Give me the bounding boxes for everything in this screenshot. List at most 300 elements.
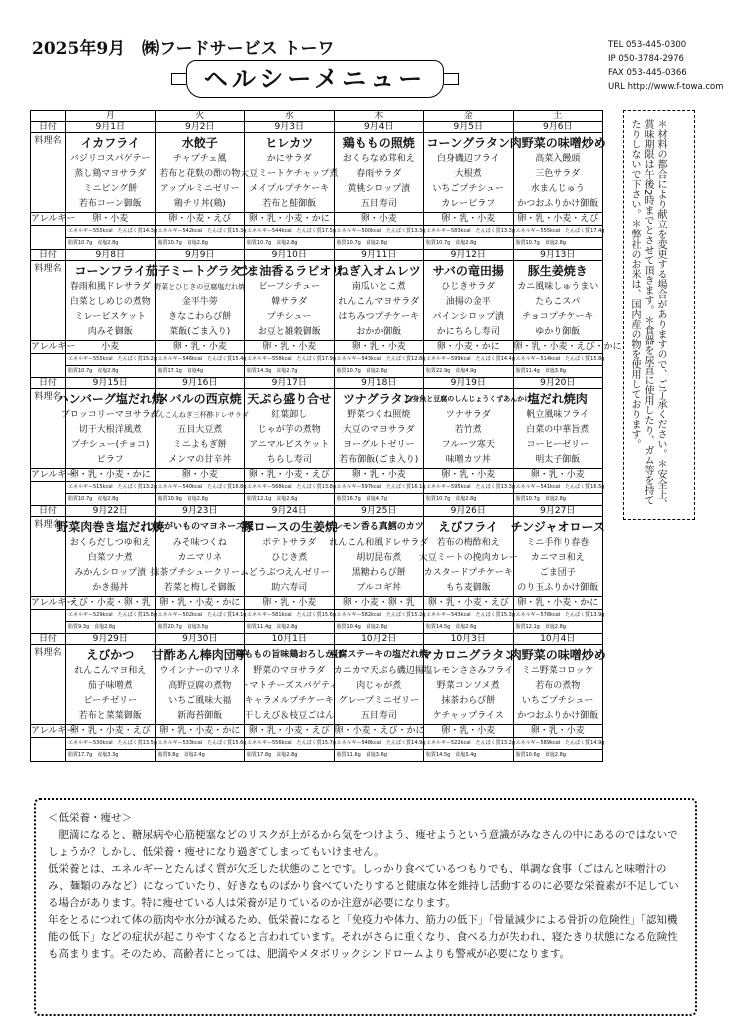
main-dish: 野菜肉巻き塩だれ焼 bbox=[56, 520, 165, 534]
dish-list bbox=[150, 389, 249, 468]
date-cell: 9月2日 bbox=[155, 122, 245, 133]
contact-ip: IP 050-3784-2976 bbox=[608, 54, 684, 64]
side-dish: メンマの甘辛丼 bbox=[168, 455, 232, 465]
side-dish: おくらなめ茸和え bbox=[342, 154, 415, 164]
dish-cell bbox=[510, 517, 605, 597]
row-label: アレルギー bbox=[31, 470, 76, 480]
main-dish: 鶏ももの旨味鶏おろしかけ bbox=[235, 650, 344, 660]
side-dish: 若布の梅酢和え bbox=[436, 538, 500, 548]
energy-cell: エネルギー555kcal たんぱく質14.3g bbox=[66, 226, 156, 238]
row-label-empty bbox=[31, 610, 66, 634]
side-dish: カニ風味しゅうまい bbox=[517, 282, 599, 292]
side-dish: 若布と花麩の酢の物 bbox=[159, 169, 241, 179]
nutrient-cell: 脂質10.7g 食塩2.8g bbox=[424, 238, 514, 250]
side-dish: ミニ野菜コロッケ bbox=[521, 666, 594, 676]
weekday-header: 木 bbox=[334, 111, 424, 122]
side-dish: カニマヨ和え bbox=[530, 553, 585, 563]
dish-list bbox=[145, 261, 254, 340]
header-corner bbox=[31, 111, 66, 122]
side-dish: 肉みそ御飯 bbox=[87, 327, 133, 337]
nutrient-cell: 脂質10.7g 食塩2.8g bbox=[334, 238, 424, 250]
main-dish: 豆腐ステーキの塩だれ焼 bbox=[329, 650, 429, 660]
nutrient-cell: 脂質10.7g 食塩2.8g bbox=[424, 494, 514, 506]
allergy-cell: 卵・小麦・えび bbox=[155, 213, 245, 226]
allergy-cell: 卵・乳・小麦 bbox=[334, 469, 424, 482]
page-title: 2025年9月 ㈱フードサービス トーワ bbox=[32, 39, 335, 59]
dish-list bbox=[235, 261, 344, 340]
dish-cell bbox=[56, 517, 165, 597]
dish-list bbox=[514, 261, 603, 340]
allergy-cell: 卵・小麦・えび・かに bbox=[334, 726, 425, 736]
nutrition-row bbox=[31, 238, 603, 250]
nutrient-cell: 脂質12.1g 食塩2.8g bbox=[513, 622, 603, 634]
side-dish: カニカマ天ぷら磯辺揚 bbox=[333, 666, 424, 676]
date-cell: 9月1日 bbox=[66, 122, 156, 133]
energy-cell: エネルギー543kcal たんぱく質12.8g bbox=[334, 354, 424, 366]
dish-list bbox=[514, 389, 603, 468]
side-dish: 明太子御飯 bbox=[535, 455, 581, 465]
side-dish: のり玉ふりかけ御飯 bbox=[517, 583, 599, 593]
side-dish: カスタードプチケーキ bbox=[423, 568, 513, 578]
side-dish: 若布コーン御飯 bbox=[78, 199, 142, 209]
side-dish: ピーチゼリー bbox=[83, 696, 137, 706]
dish-list bbox=[56, 517, 165, 596]
energy-cell: エネルギー500kcal たんぱく質13.3g bbox=[334, 226, 424, 238]
allergy-cell: 卵・小麦・卵・乳 bbox=[334, 597, 424, 610]
side-dish: プチシュー(チョコ) bbox=[71, 440, 150, 450]
allergy-cell: えび・小麦・卵・乳 bbox=[66, 597, 156, 610]
dish-cell bbox=[155, 133, 245, 213]
row-label: アレルギー bbox=[31, 726, 76, 736]
dish-cell bbox=[513, 261, 603, 341]
side-dish: 塩レモンささみフライ bbox=[423, 666, 514, 676]
allergy-cell: 卵・乳・小麦 bbox=[513, 469, 603, 482]
nutrition-row bbox=[31, 750, 603, 762]
dish-list bbox=[66, 645, 155, 724]
main-dish: 茄子ミートグラタン bbox=[145, 264, 254, 278]
nutrient-cell: 脂質17.1g 食塩4g bbox=[155, 366, 245, 378]
dish-list bbox=[240, 133, 339, 212]
nutrient-cell: 脂質11.6g 食塩3.6g bbox=[334, 750, 424, 762]
date-cell: 9月25日 bbox=[334, 506, 424, 517]
energy-cell: エネルギー529kcal たんぱく質15.8g bbox=[66, 610, 156, 622]
energy-cell: エネルギー548kcal たんぱく質14.9g bbox=[334, 738, 424, 750]
side-dish: れんこんマヨ和え bbox=[74, 666, 147, 676]
dish-cell bbox=[334, 261, 424, 341]
side-dish: 帆立風味フライ bbox=[526, 410, 590, 420]
dish-list bbox=[151, 645, 248, 724]
energy-cell: エネルギー597kcal たんぱく質16.1g bbox=[334, 482, 424, 494]
nutrient-cell: 脂質17.8g 食塩2.8g bbox=[245, 750, 335, 762]
side-dish: 黄桃シロップ漬 bbox=[347, 184, 411, 194]
side-dish: カレーピラフ bbox=[441, 199, 496, 209]
side-dish: バジリコスパゲテー bbox=[69, 154, 151, 164]
contact-fax: FAX 053-445-0366 bbox=[608, 68, 687, 78]
energy-cell: エネルギー515kcal たんぱく質13.2g bbox=[66, 482, 156, 494]
dish-cell bbox=[509, 133, 606, 213]
side-dish: キャラメルプチケーキ bbox=[244, 696, 334, 706]
dish-list bbox=[405, 389, 532, 468]
nutrition-row bbox=[31, 366, 603, 378]
allergy-cell: 卵・乳・小麦 bbox=[245, 597, 335, 610]
side-dish: かつおふりかけ御飯 bbox=[517, 199, 599, 209]
allergy-row bbox=[31, 213, 603, 226]
side-dish: ツナサラダ bbox=[445, 410, 491, 420]
nutrition-row bbox=[31, 354, 603, 366]
row-label: 料理名 bbox=[31, 389, 66, 469]
dish-cell bbox=[145, 261, 254, 341]
side-dish: 白菜としめじの煮物 bbox=[69, 297, 151, 307]
side-dish: 黒糖わらび餅 bbox=[351, 568, 406, 578]
date-cell: 9月19日 bbox=[424, 378, 514, 389]
allergy-cell: 卵・乳・小麦 bbox=[424, 725, 514, 738]
side-dish: みそ味つくね bbox=[172, 538, 227, 548]
nutrient-cell: 脂質10.7g 食塩2.8g bbox=[513, 494, 603, 506]
allergy-cell: 卵・乳・小麦・かに bbox=[66, 469, 156, 482]
side-dish: お豆と雑穀御飯 bbox=[257, 327, 321, 337]
side-dish: 大豆のマヨサラダ bbox=[342, 425, 415, 435]
allergy-row bbox=[31, 597, 603, 610]
main-dish: えびかつ bbox=[86, 648, 135, 662]
date-cell: 9月27日 bbox=[513, 506, 603, 517]
allergy-cell: 小麦 bbox=[66, 341, 156, 354]
side-dish: メイプルプチケーキ bbox=[249, 184, 330, 194]
nutrient-cell: 脂質20.7g 食塩3.5g bbox=[155, 622, 245, 634]
nutrient-cell: 脂質12.1g 食塩2.6g bbox=[245, 494, 335, 506]
nutrient-cell: 脂質10.7g 食塩2.8g bbox=[334, 366, 424, 378]
side-dish: 新海苔御飯 bbox=[177, 711, 223, 721]
nutrition-row bbox=[31, 494, 603, 506]
dish-row bbox=[31, 517, 603, 597]
side-dish: 大豆ミートケチャップ煮 bbox=[240, 169, 339, 179]
nutrient-cell: 脂質10.7g 食塩2.8g bbox=[155, 238, 245, 250]
date-row bbox=[31, 122, 603, 133]
main-dish: コーングラタン bbox=[426, 136, 510, 150]
side-dish: 南瓜いとこ煮 bbox=[351, 282, 406, 292]
side-dish: ミニピング餅 bbox=[83, 184, 138, 194]
date-cell: 9月18日 bbox=[334, 378, 424, 389]
side-dish: 茄子味噌煮 bbox=[87, 681, 133, 691]
nutrient-cell: 脂質10.4g 食塩2.8g bbox=[334, 622, 424, 634]
row-label-empty bbox=[31, 354, 66, 378]
side-dish: ケチャップライス bbox=[432, 711, 504, 721]
dish-list bbox=[335, 261, 424, 340]
nutrition-row bbox=[31, 622, 603, 634]
date-cell: 9月3日 bbox=[245, 122, 335, 133]
side-dish: 五目寿司 bbox=[360, 199, 397, 209]
nutrient-cell: 脂質22.9g 食塩4.9g bbox=[424, 366, 514, 378]
side-dish: 切干大根洋風煮 bbox=[78, 425, 142, 435]
date-cell: 9月6日 bbox=[513, 122, 603, 133]
dish-cell bbox=[151, 645, 248, 725]
main-dish: 天ぷら盛り合せ bbox=[247, 392, 332, 406]
dish-list bbox=[329, 645, 429, 724]
dish-cell bbox=[66, 133, 156, 213]
side-dish: 大豆ミートの挽肉カレー bbox=[418, 553, 518, 563]
main-dish: 塩だれ焼肉 bbox=[527, 392, 588, 406]
date-cell: 10月1日 bbox=[245, 634, 335, 645]
energy-cell: エネルギー582kcal たんぱく質15.2g bbox=[334, 610, 424, 622]
energy-cell: エネルギー522kcal たんぱく質13.2g bbox=[424, 738, 514, 750]
nutrient-cell: 脂質11.4g 食塩3.8g bbox=[513, 366, 603, 378]
main-dish: 鶏ももの照焼 bbox=[342, 136, 415, 150]
essay-title: ＜低栄養・痩せ＞ bbox=[48, 812, 132, 824]
dish-row bbox=[31, 133, 603, 213]
side-dish: 味噌カツ丼 bbox=[445, 455, 491, 465]
side-dish: トマトチーズスパゲティ bbox=[240, 681, 339, 691]
side-dish: ビーフシチュー bbox=[258, 282, 321, 292]
allergy-cell: 卵・乳・小麦・かに bbox=[513, 597, 603, 610]
side-dish: 油揚の金平 bbox=[445, 297, 491, 307]
date-cell: 9月11日 bbox=[334, 250, 424, 261]
menu-banner: ヘルシーメニュー bbox=[186, 60, 444, 98]
energy-cell: エネルギー546kcal たんぱく質15.4g bbox=[155, 354, 245, 366]
energy-cell: エネルギー533kcal たんぱく質15.6g bbox=[155, 738, 245, 750]
main-dish: ハンバーグ塩だれ焼 bbox=[56, 392, 164, 406]
essay-paragraph: 年をとるにつれて体の筋肉や水分が減るため、低栄養になると「免疫力や体力、筋力の低下」「骨量減少による骨折の危険性」「認知機能の低下」などの症状が起こりやすくなると言われています。それがさらに重くなり、食べる力が失われ、寝たきり状態になる危険性も高まります。そのため、高齢者にとっては、肥満やメタボリックシンドロームよりも警戒が必要になります。 bbox=[48, 914, 678, 960]
dish-list bbox=[335, 133, 424, 212]
dish-cell bbox=[424, 261, 514, 341]
energy-cell: エネルギー530kcal たんぱく質13.5g bbox=[66, 738, 156, 750]
date-cell: 9月30日 bbox=[155, 634, 245, 645]
side-dish: アップルミニゼリー bbox=[159, 184, 240, 194]
energy-cell: エネルギー543kcal たんぱく質15.3g bbox=[424, 610, 514, 622]
main-dish: ヒレカツ bbox=[265, 136, 314, 150]
energy-cell: エネルギー541kcal たんぱく質16.5g bbox=[513, 482, 603, 494]
dish-cell bbox=[66, 645, 156, 725]
main-dish: 水餃子 bbox=[181, 136, 218, 150]
side-dish: 助六寿司 bbox=[271, 583, 308, 593]
main-dish: 肉野菜の味噌炒め bbox=[509, 136, 606, 150]
side-dish: 紅葉卸し bbox=[271, 410, 308, 420]
side-dish: 干しえび＆枝豆ごはん bbox=[244, 711, 335, 721]
side-dish: どうぶつえんゼリー bbox=[248, 568, 330, 578]
nutrient-cell: 脂質10.7g 食塩2.8g bbox=[66, 494, 156, 506]
energy-cell: エネルギー583kcal たんぱく質13.3g bbox=[424, 226, 514, 238]
date-cell: 9月17日 bbox=[245, 378, 335, 389]
date-cell: 9月10日 bbox=[245, 250, 335, 261]
row-label: 日付 bbox=[31, 634, 66, 645]
row-label: 料理名 bbox=[31, 517, 66, 597]
energy-cell: エネルギー556kcal たんぱく質15.7g bbox=[245, 738, 335, 750]
side-dish: 若竹煮 bbox=[454, 425, 482, 435]
allergy-row bbox=[31, 725, 603, 738]
weekday-header: 月 bbox=[66, 111, 156, 122]
side-dish: 野菜つくね照焼 bbox=[347, 410, 411, 420]
side-dish: ウインナーのマリネ bbox=[159, 666, 241, 676]
side-dish: 蒸し鶏マヨサラダ bbox=[74, 169, 147, 179]
dish-row bbox=[31, 389, 603, 469]
dish-list bbox=[509, 645, 606, 724]
main-dish: イカフライ bbox=[80, 136, 140, 150]
side-dish: ポテトサラダ bbox=[262, 538, 317, 548]
side-dish: おくらだしつゆ和え bbox=[69, 538, 151, 548]
dish-list bbox=[235, 645, 344, 724]
side-dish: グレープミニゼリー bbox=[338, 696, 420, 706]
weekday-header-row bbox=[31, 111, 603, 122]
dish-cell bbox=[150, 389, 249, 469]
side-dish: 胡切昆布煮 bbox=[356, 553, 402, 563]
row-label: アレルギー bbox=[31, 342, 76, 352]
row-label-empty bbox=[31, 226, 66, 250]
nutrient-cell: 脂質10.7g 食塩2.8g bbox=[66, 366, 156, 378]
energy-cell: エネルギー514kcal たんぱく質15.8g bbox=[513, 354, 603, 366]
side-dish: れんこんマヨサラダ bbox=[338, 297, 420, 307]
nutrient-cell: 脂質10.7g 食塩2.8g bbox=[245, 238, 335, 250]
allergy-cell: 卵・乳・小麦・えび・かに bbox=[513, 342, 622, 352]
row-label: 日付 bbox=[31, 250, 66, 261]
date-cell: 9月12日 bbox=[424, 250, 514, 261]
nutrient-cell: 脂質14.3g 食塩2.7g bbox=[245, 366, 335, 378]
side-dish: ミレービスケット bbox=[74, 312, 147, 322]
date-row bbox=[31, 634, 603, 645]
nutrient-cell: 脂質14.5g 食塩2.6g bbox=[424, 622, 514, 634]
dish-cell bbox=[145, 517, 254, 597]
dish-cell bbox=[405, 389, 532, 469]
date-cell: 9月16日 bbox=[155, 378, 245, 389]
side-dish: 抹茶わらび餅 bbox=[441, 696, 496, 706]
side-dish: アニマルビスケット bbox=[249, 440, 330, 450]
side-dish: 金平牛蒡 bbox=[181, 297, 218, 307]
allergy-cell: 卵・乳・小麦・かに bbox=[155, 597, 245, 610]
dish-list bbox=[420, 645, 517, 724]
energy-cell: エネルギー544kcal たんぱく質17.5g bbox=[245, 226, 335, 238]
side-dish: 抹茶プチシュークリーム bbox=[150, 568, 250, 578]
dish-list bbox=[145, 517, 254, 596]
energy-cell: エネルギー555kcal たんぱく質15.2g bbox=[66, 354, 156, 366]
nutrient-cell: 脂質10.9g 食塩2.8g bbox=[155, 494, 245, 506]
side-dish: チャプチェ風 bbox=[173, 154, 227, 164]
date-row bbox=[31, 250, 603, 261]
dish-cell bbox=[418, 517, 518, 597]
dish-list bbox=[241, 517, 337, 596]
dish-cell bbox=[334, 133, 424, 213]
side-dish: ブルコギ丼 bbox=[356, 583, 402, 593]
main-dish: 白身魚と豆腐のしんじょうくずあんかけ bbox=[405, 395, 532, 403]
allergy-cell: 卵・乳・小麦 bbox=[513, 725, 603, 738]
side-dish: 野菜とひじきの豆腐塩だれ焼 bbox=[154, 283, 246, 291]
allergy-cell: 卵・乳・小麦 bbox=[245, 341, 335, 354]
side-dish: れんこん和風ドレサラダ bbox=[329, 538, 429, 548]
side-dish: 菜飯(ごま入り) bbox=[169, 327, 231, 337]
side-dish: 春雨和風ドレサラダ bbox=[69, 282, 151, 292]
main-dish: じゃがいものマヨネーズ焼 bbox=[145, 522, 254, 532]
side-dish: 五目大豆煮 bbox=[177, 425, 223, 435]
row-label: アレルギー bbox=[31, 214, 76, 224]
main-dish: マカロニグラタン bbox=[420, 648, 517, 662]
date-row bbox=[31, 378, 603, 389]
side-dish: ちらし寿司 bbox=[266, 455, 312, 465]
side-dish: ゆかり御飯 bbox=[535, 327, 581, 337]
side-dish: みかんシロップ漬 bbox=[74, 568, 147, 578]
weekday-header: 土 bbox=[513, 111, 603, 122]
allergy-cell: 卵・乳・小麦 bbox=[155, 341, 245, 354]
side-dish: かき揚丼 bbox=[92, 583, 129, 593]
date-cell: 10月2日 bbox=[334, 634, 424, 645]
date-cell: 9月8日 bbox=[66, 250, 156, 261]
dish-cell bbox=[240, 133, 339, 213]
main-dish: 甘酢あん棒肉団子 bbox=[151, 648, 248, 662]
allergy-cell: 卵・乳・小麦・えび bbox=[513, 213, 603, 226]
side-dish: 白菜の中華旨煮 bbox=[526, 425, 590, 435]
dish-list bbox=[509, 133, 606, 212]
dish-row bbox=[31, 645, 603, 725]
energy-cell: エネルギー555kcal たんぱく質17.4g bbox=[513, 226, 603, 238]
energy-cell: エネルギー581kcal たんぱく質15.6g bbox=[245, 610, 335, 622]
row-label-empty bbox=[31, 738, 66, 762]
date-cell: 10月3日 bbox=[424, 634, 514, 645]
side-dish: おかか御飯 bbox=[356, 327, 402, 337]
date-cell: 9月9日 bbox=[155, 250, 245, 261]
side-dish: ひじきサラダ bbox=[441, 282, 496, 292]
date-cell: 9月13日 bbox=[513, 250, 603, 261]
dish-list bbox=[245, 389, 334, 468]
side-dish: いちごプチシュー bbox=[521, 696, 594, 706]
row-label: 料理名 bbox=[31, 645, 66, 725]
dish-list bbox=[418, 517, 518, 596]
date-cell: 9月4日 bbox=[334, 122, 424, 133]
contact-url[interactable]: URL http://www.f-towa.com bbox=[608, 82, 724, 92]
essay-paragraph: 低栄養とは、エネルギーとたんぱく質が欠乏した状態のことです。しっかり食べているつもりでも、単調な食事（ごはんと味噌汁のみ、麺類のみなど）になっていたり、好きなものばかり食べていたりすると健康な体を維持し活動するのに必要な栄養素が不足している場合があります。特に痩せている人は栄養が足りているのか注意が必要になります。 bbox=[48, 863, 679, 909]
main-dish: メバルの西京焼 bbox=[157, 392, 242, 406]
side-dish: はちみつプチケーキ bbox=[338, 312, 419, 322]
row-label: アレルギー bbox=[31, 598, 76, 608]
side-dish: 肉じゃが煮 bbox=[356, 681, 402, 691]
side-dish: 白身磯辺フライ bbox=[436, 154, 500, 164]
row-label: 料理名 bbox=[31, 261, 66, 341]
side-dish: ブロッコリーマヨサラダ bbox=[60, 410, 160, 420]
dish-list bbox=[66, 261, 155, 340]
weekday-header: 水 bbox=[245, 111, 335, 122]
row-label-empty bbox=[31, 482, 66, 506]
side-dish: 白菜ツナ煮 bbox=[87, 553, 133, 563]
side-dish: フルーツ寒天 bbox=[441, 440, 495, 450]
side-dish: 若菜と梅しそ御飯 bbox=[163, 583, 236, 593]
side-dish: 鶏チリ丼(鶏) bbox=[173, 199, 226, 209]
allergy-cell: 卵・乳・小麦・えび bbox=[66, 725, 156, 738]
nutrient-cell: 脂質10.7g 食塩2.8g bbox=[66, 238, 156, 250]
date-cell: 9月20日 bbox=[513, 378, 603, 389]
allergy-cell: 卵・乳・小麦・えび bbox=[245, 725, 335, 738]
date-cell: 9月5日 bbox=[424, 122, 514, 133]
side-dish: ピラフ bbox=[96, 455, 124, 465]
side-dish: れんこんねぎ三杯酢ドレサラダ bbox=[150, 411, 249, 419]
dish-list bbox=[329, 517, 429, 596]
notice-text: ＊材料の都合により献立を変更する場合がありますので、ご了承ください。＊安全上、賞味期限は午後2時までとさせて頂きます。＊食器を尿直に使用したり、ガム等を持てたりしないで下さい。＊弊社のお米は、国内産の物を使用しております。 bbox=[629, 119, 666, 509]
energy-cell: エネルギー599kcal たんぱく質14.4g bbox=[424, 354, 514, 366]
energy-cell: エネルギー578kcal たんぱく質13.9g bbox=[513, 610, 603, 622]
nutrient-cell: 脂質14.5g 食塩3.4g bbox=[424, 750, 514, 762]
row-label: 日付 bbox=[31, 378, 66, 389]
dish-cell bbox=[420, 645, 517, 725]
date-cell: 10月4日 bbox=[513, 634, 603, 645]
dish-list bbox=[424, 133, 513, 212]
side-dish: かつおふりかけ御飯 bbox=[517, 711, 599, 721]
weekday-header: 金 bbox=[424, 111, 514, 122]
energy-cell: エネルギー589kcal たんぱく質14.9g bbox=[513, 738, 603, 750]
nutrition-essay bbox=[34, 798, 697, 1016]
dish-list bbox=[56, 389, 164, 468]
side-dish: 高菜入饅頭 bbox=[535, 154, 581, 164]
weekday-header: 火 bbox=[155, 111, 245, 122]
allergy-cell: 卵・小麦・かに bbox=[424, 341, 514, 354]
allergy-cell: 卵・乳・小麦・えび bbox=[245, 469, 335, 482]
date-cell: 9月24日 bbox=[245, 506, 335, 517]
energy-cell: エネルギー595kcal たんぱく質13.3g bbox=[424, 482, 514, 494]
energy-cell: エネルギー568kcal たんぱく質13.8g bbox=[245, 482, 335, 494]
row-label: 日付 bbox=[31, 122, 66, 133]
dish-cell bbox=[245, 389, 335, 469]
